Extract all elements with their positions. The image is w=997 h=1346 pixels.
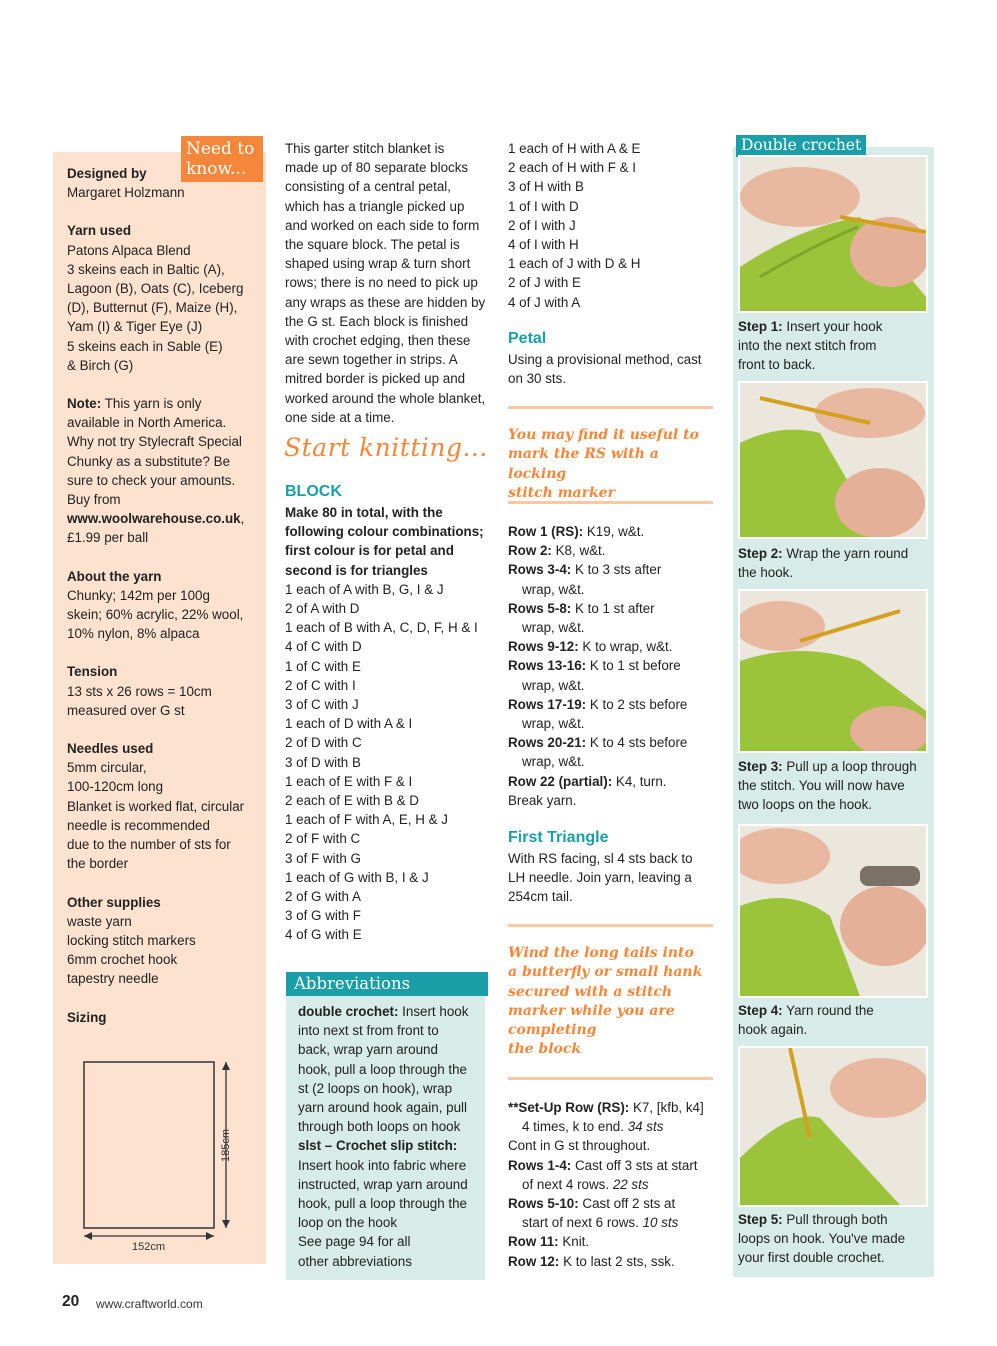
tip-line: mark the RS with a locking (508, 446, 659, 482)
stitch-count: 22 sts (612, 1176, 649, 1192)
supplies-label: Other supplies (67, 894, 161, 910)
row-label: Row 1 (RS): (508, 524, 584, 539)
combo-item: 3 of F with G (285, 850, 361, 866)
note-line: Chunky as a substitute? Be (67, 453, 231, 469)
step-4-caption (738, 1001, 930, 1039)
combo-item: 3 of C with J (285, 697, 359, 713)
combo-item: 2 of G with A (285, 889, 361, 905)
row-label: Rows 1-4: (508, 1157, 572, 1173)
abbreviations-content (298, 1002, 480, 1271)
tension-label: Tension (67, 664, 118, 680)
petal-heading: Petal (508, 330, 547, 347)
row-cont-text: start of next 6 rows. (522, 1215, 643, 1231)
designer-name: Margaret Holzmann (67, 185, 185, 201)
caption-text: Pull through both (782, 1212, 888, 1227)
row-instruction (508, 541, 713, 560)
combo-item: 4 of I with H (508, 237, 579, 253)
triangle-tip (508, 944, 708, 1060)
note-url-line: www.woolwarehouse.co.uk, (67, 511, 245, 527)
step-5-caption (738, 1210, 930, 1268)
double-crochet-tag: Double crochet (736, 135, 866, 157)
abbr-line: hook, pull a loop through the (298, 1196, 467, 1212)
step-label: Step 4: (738, 1003, 783, 1018)
divider (508, 501, 713, 504)
intro-line: are sewn together in strips. A (285, 352, 458, 368)
row-label: Row 22 (partial): (508, 773, 613, 789)
note-line: Buy from (67, 492, 121, 508)
caption-line: the hook. (738, 565, 794, 581)
tip-line: marker while you are (508, 1002, 675, 1019)
row-text: K8, w&t. (551, 543, 606, 559)
triangle-line: LH needle. Join yarn, leaving a (508, 870, 692, 886)
stitch-count: 34 sts (627, 1119, 664, 1135)
row-label: Row 2: (508, 543, 552, 559)
width-dimension: 152cm (132, 1241, 166, 1253)
note-text: This yarn is only (101, 396, 202, 412)
row-cont: wrap, w&t. (522, 620, 585, 636)
tip-line: Wind the long tails into (508, 945, 694, 961)
needles-line: due to the number of sts for (67, 837, 231, 853)
tip-line: a butterfly or small hank (508, 964, 703, 981)
abbr-line: back, wrap yarn around (298, 1042, 438, 1058)
combo-item: 4 of J with A (508, 294, 581, 310)
row-instruction (508, 1098, 713, 1117)
petal-line: Using a provisional method, cast (508, 352, 702, 367)
start-knitting-heading: Start knitting... (284, 433, 488, 462)
row-label: **Set-Up Row (RS): (508, 1100, 630, 1115)
petal-intro (508, 350, 713, 388)
combo-item: 2 of A with D (285, 601, 360, 617)
step-1-caption (738, 317, 930, 375)
caption-line (738, 544, 930, 563)
row-text: Cast off 3 sts at start (571, 1157, 698, 1173)
combo-item: 1 each of A with B, G, I & J (285, 581, 444, 597)
about-yarn-label: About the yarn (67, 568, 162, 584)
stitch-count: 10 sts (642, 1215, 679, 1231)
combo-item: 2 of D with C (285, 735, 362, 751)
cont-line: Cont in G st throughout. (508, 1138, 651, 1154)
abbr-line: yarn around hook again, pull (298, 1100, 467, 1116)
step-label: Step 1: (738, 319, 783, 334)
row-instruction (508, 1232, 713, 1251)
block-intro-line: following colour combinations; (285, 524, 484, 540)
need-to-know-content (67, 164, 257, 1027)
combo-item: 3 of G with F (285, 908, 361, 924)
tip-line: completing (508, 1022, 597, 1039)
tension-line: 13 sts x 26 rows = 10cm (67, 683, 212, 699)
combo-item: 1 each of B with A, C, D, F, H & I (285, 620, 478, 636)
tip-line: You may find it useful to (508, 427, 699, 443)
combo-item: 2 each of H with F & I (508, 160, 637, 176)
abbr-dc-text: Insert hook (398, 1004, 469, 1019)
abbr-slst-label: slst – Crochet slip stitch: (298, 1138, 458, 1154)
needles-label: Needles used (67, 741, 154, 757)
supplies-line: waste yarn (67, 913, 132, 929)
needles-line: 5mm circular, (67, 760, 147, 776)
row-text: K to 1 st before (586, 658, 681, 674)
row-cont: wrap, w&t. (522, 754, 585, 770)
combo-item: 2 of F with C (285, 831, 361, 847)
caption-line: hook again. (738, 1022, 808, 1038)
break-yarn: Break yarn. (508, 792, 577, 808)
yarn-line: Patons Alpaca Blend (67, 242, 191, 258)
intro-paragraph (285, 139, 491, 427)
row-text: K to last 2 sts, ssk. (559, 1253, 675, 1269)
intro-line: rows; there is no need to pick up (285, 275, 478, 291)
needles-line: needle is recommended (67, 817, 210, 833)
row-text: K19, w&t. (583, 524, 645, 539)
row-cont: wrap, w&t. (522, 716, 585, 732)
row-label: Rows 5-8: (508, 600, 572, 616)
row-label: Rows 5-10: (508, 1196, 579, 1212)
row-label: Rows 20-21: (508, 735, 587, 751)
row-text: K to 4 sts before (586, 735, 688, 751)
yarn-line: 3 skeins each in Baltic (A), (67, 261, 225, 277)
first-triangle-rows (508, 1098, 713, 1271)
yarn-line: Yam (I) & Tiger Eye (J) (67, 319, 203, 335)
combo-item: 1 each of H with A & E (508, 141, 641, 156)
note-line: sure to check your amounts. (67, 472, 236, 488)
sizing-label: Sizing (67, 1009, 107, 1025)
block-intro-line: Make 80 in total, with the (285, 505, 443, 520)
yarn-line: (D), Butternut (F), Maize (H), (67, 300, 238, 316)
divider (508, 1077, 713, 1080)
intro-line: made up of 80 separate blocks (285, 160, 469, 176)
note-label: Note: (67, 396, 102, 412)
row-text: Knit. (558, 1234, 590, 1250)
row-label: Rows 9-12: (508, 639, 579, 655)
caption-line: into the next stitch from (738, 338, 877, 354)
row-cont: wrap, w&t. (522, 581, 585, 597)
step-3-caption (738, 757, 930, 815)
row-text: K to wrap, w&t. (578, 639, 673, 655)
combo-item: 1 each of F with A, E, H & J (285, 812, 448, 828)
footer-url[interactable]: www.craftworld.com (96, 1297, 203, 1311)
row-text: K to 2 sts before (586, 696, 688, 712)
intro-line: which has a triangle picked up (285, 198, 465, 214)
row-cont (508, 1175, 713, 1194)
block-heading: BLOCK (285, 483, 342, 500)
caption-line: loops on hook. You've made (738, 1231, 906, 1247)
block-intro-line: second is for triangles (285, 562, 428, 578)
divider (508, 406, 713, 409)
sizing-diagram (70, 1052, 250, 1257)
note-line: Why not try Stylecraft Special (67, 434, 242, 450)
row-instruction (508, 522, 713, 541)
note-url[interactable]: www.woolwarehouse.co.uk (67, 511, 241, 527)
combo-item: 4 of C with D (285, 639, 362, 655)
intro-line: one side at a time. (285, 409, 395, 425)
row-instruction (508, 1252, 713, 1271)
block-colour-list-cont (508, 139, 713, 312)
yarn-line: & Birch (G) (67, 357, 134, 373)
row-label: Rows 17-19: (508, 696, 587, 712)
combo-item: 1 each of G with B, I & J (285, 869, 429, 885)
step-1-photo (738, 155, 928, 313)
row-instruction (508, 599, 713, 618)
height-dimension: 185cm (220, 1128, 232, 1162)
caption-line (738, 757, 930, 776)
row-text: K to 1 st after (571, 600, 655, 616)
combo-item: 2 of C with I (285, 677, 356, 693)
supplies-line: 6mm crochet hook (67, 952, 178, 968)
intro-line: This garter stitch blanket is (285, 141, 445, 156)
row-cont-text: of next 4 rows. (522, 1176, 613, 1192)
tip-line: stitch marker (508, 484, 615, 501)
combo-item: 3 of D with B (285, 754, 361, 770)
about-line: 10% nylon, 8% alpaca (67, 626, 200, 642)
combo-item: 2 of I with J (508, 217, 576, 233)
caption-text: Pull up a loop through (782, 759, 917, 774)
intro-line: the square block. The petal is (285, 237, 460, 253)
petal-tip (508, 426, 708, 503)
row-instruction (508, 1156, 713, 1175)
combo-item: 4 of G with E (285, 927, 362, 943)
row-cont (508, 1117, 713, 1136)
note-line: available in North America. (67, 415, 227, 431)
abbr-line: Insert hook into fabric where (298, 1157, 467, 1173)
intro-line: any wraps as these are hidden by (285, 294, 486, 310)
step-2-photo (738, 381, 928, 539)
intro-line: consisting of a central petal, (285, 179, 451, 195)
caption-line: front to back. (738, 357, 816, 373)
petal-line: on 30 sts. (508, 371, 567, 387)
yarn-line: 5 skeins each in Sable (E) (67, 338, 223, 354)
row-instruction (508, 1194, 713, 1213)
caption-text: Insert your hook (782, 319, 883, 334)
combo-item: 3 of H with B (508, 179, 584, 195)
step-label: Step 2: (738, 546, 783, 561)
first-triangle-intro (508, 849, 713, 907)
caption-line: your first double crochet. (738, 1250, 885, 1266)
note-price: £1.99 per ball (67, 530, 149, 546)
row-cont-text: 4 times, k to end. (522, 1119, 628, 1135)
caption-line (738, 1210, 930, 1229)
abbreviations-tag: Abbreviations (286, 972, 488, 996)
abbr-line: through both loops on hook (298, 1119, 461, 1135)
caption-text: Wrap the yarn round (782, 546, 909, 561)
combo-item: 1 each of J with D & H (508, 256, 641, 272)
supplies-line: tapestry needle (67, 971, 159, 987)
intro-line: worked around the whole blanket, (285, 390, 486, 406)
first-triangle-heading: First Triangle (508, 829, 609, 846)
need-to-know-tag-text: Need to know... (186, 139, 255, 179)
about-line: skein; 60% acrylic, 22% wool, (67, 607, 244, 623)
step-3-photo (738, 589, 928, 753)
abbr-line: hook, pull a loop through the (298, 1061, 467, 1077)
row-label: Row 12: (508, 1253, 560, 1269)
about-line: Chunky; 142m per 100g (67, 587, 210, 603)
block-colour-list (285, 503, 491, 945)
row-text: K7, [kfb, k4] (629, 1100, 704, 1115)
caption-text: Yarn round the (782, 1003, 874, 1018)
tip-line: secured with a stitch (508, 983, 673, 1000)
caption-line (738, 1001, 930, 1020)
step-5-photo (738, 1046, 928, 1207)
row-instruction (508, 656, 713, 675)
row-label: Rows 3-4: (508, 562, 572, 578)
abbr-line: instructed, wrap yarn around (298, 1176, 468, 1192)
step-label: Step 5: (738, 1212, 783, 1227)
caption-line: two loops on the hook. (738, 797, 872, 813)
row-label: Row 11: (508, 1234, 559, 1250)
abbr-line: See page 94 for all (298, 1234, 411, 1250)
row-instruction (508, 695, 713, 714)
caption-line (738, 317, 930, 336)
row-instruction (508, 637, 713, 656)
combo-item: 1 of I with D (508, 198, 579, 214)
note-line-first (67, 394, 257, 413)
page-number: 20 (62, 1293, 80, 1310)
yarn-used-label: Yarn used (67, 223, 132, 239)
intro-line: and worked on each side to form (285, 217, 480, 233)
row-instruction (508, 733, 713, 752)
caption-line: the stitch. You will now have (738, 778, 905, 794)
needles-line: Blanket is worked flat, circular (67, 798, 245, 814)
triangle-line: 254cm tail. (508, 889, 573, 905)
needles-line: the border (67, 856, 129, 872)
abbr-dc-first (298, 1002, 480, 1021)
row-text: Cast off 2 sts at (578, 1196, 676, 1212)
row-label: Rows 13-16: (508, 658, 587, 674)
divider (508, 924, 713, 927)
row-text: K4, turn. (612, 773, 667, 789)
row-cont (508, 1213, 713, 1232)
needles-line: 100-120cm long (67, 779, 164, 795)
designed-by-label: Designed by (67, 166, 147, 181)
abbr-line: into next st from front to (298, 1023, 439, 1039)
tension-line: measured over G st (67, 702, 185, 718)
row-instruction (508, 560, 713, 579)
petal-rows (508, 522, 713, 810)
row-instruction (508, 772, 713, 791)
supplies-line: locking stitch markers (67, 932, 196, 948)
abbr-line: other abbreviations (298, 1253, 412, 1269)
row-cont: wrap, w&t. (522, 677, 585, 693)
intro-line: the G st. Each block is finished (285, 313, 469, 329)
abbr-dc-label: double crochet: (298, 1004, 399, 1019)
intro-line: with crochet edging, then these (285, 333, 471, 349)
abbr-line: loop on the hook (298, 1215, 398, 1231)
row-text: K to 3 sts after (571, 562, 662, 578)
yarn-line: Lagoon (B), Oats (C), Iceberg (67, 281, 244, 297)
step-label: Step 3: (738, 759, 783, 774)
block-intro-line: first colour is for petal and (285, 543, 454, 559)
tip-line: the block (508, 1041, 582, 1058)
abbr-line: st (2 loops on hook), wrap (298, 1080, 453, 1096)
combo-item: 1 each of D with A & I (285, 716, 413, 732)
combo-item: 2 each of E with B & D (285, 793, 419, 809)
step-2-caption (738, 544, 930, 582)
intro-line: mitred border is picked up and (285, 371, 466, 387)
combo-item: 2 of J with E (508, 275, 581, 291)
step-4-photo (738, 824, 928, 998)
intro-line: shaped using wrap & turn short (285, 256, 471, 272)
triangle-line: With RS facing, sl 4 sts back to (508, 851, 693, 866)
combo-item: 1 of C with E (285, 658, 361, 674)
combo-item: 1 each of E with F & I (285, 773, 413, 789)
